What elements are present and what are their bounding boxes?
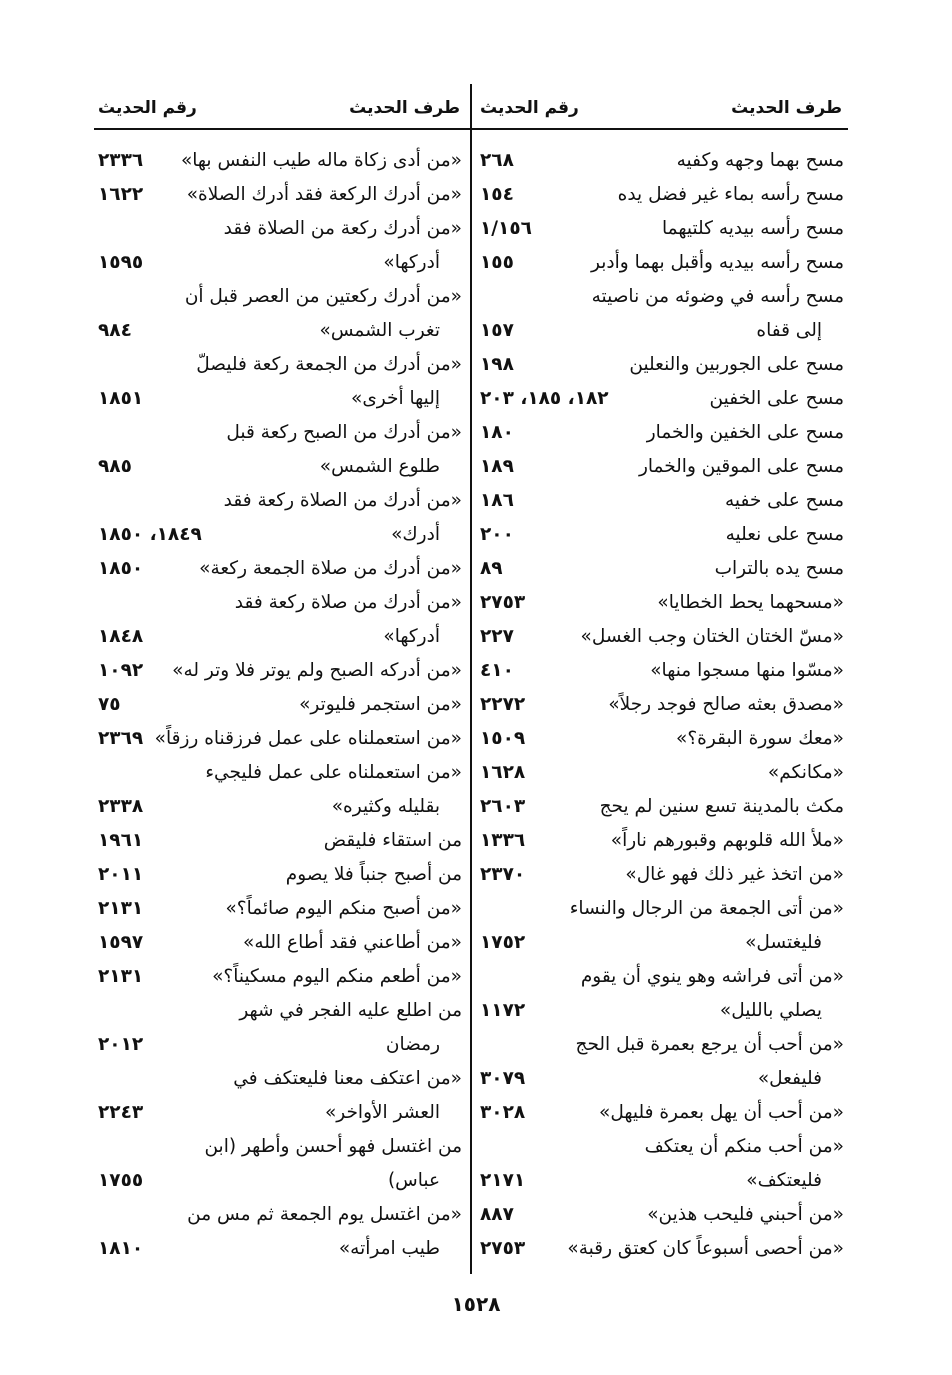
hadith-text: «من أدرك من صلاة الجمعة ركعة» bbox=[199, 558, 462, 579]
hadith-number: ٢٠١٢ bbox=[98, 1034, 144, 1055]
index-entry bbox=[94, 824, 466, 858]
index-entry bbox=[94, 892, 466, 926]
hadith-number: ١٨٤٩، ١٨٥٠ bbox=[98, 524, 202, 545]
hadith-text: «من اعتكف معنا فليعتكف في bbox=[233, 1068, 462, 1089]
hadith-number: ١٩٦١ bbox=[98, 830, 144, 851]
left-column-header bbox=[94, 92, 466, 126]
hadith-text: «من أتى الجمعة من الرجال والنساء bbox=[569, 898, 844, 919]
hadith-number: ١٦٢٨ bbox=[480, 762, 526, 783]
hadith-number: ١٥٩٥ bbox=[98, 252, 144, 273]
index-entry bbox=[94, 314, 466, 348]
hadith-text: «من أدرك من الصبح ركعة قبل bbox=[226, 422, 462, 443]
hadith-text: «من أدرك من الصلاة ركعة فقد bbox=[223, 490, 462, 511]
hadith-number: ٢٦٠٣ bbox=[480, 796, 526, 817]
index-entry bbox=[94, 1198, 466, 1232]
index-entry bbox=[94, 1062, 466, 1096]
hadith-text: «من أحب أن يرجع بعمرة قبل الحج bbox=[575, 1034, 844, 1055]
hadith-number: ٢٢٤٣ bbox=[98, 1102, 144, 1123]
hadith-text: «مسّ الختان الختان وجب الغسل» bbox=[580, 626, 844, 647]
hadith-number: ٤١٠ bbox=[480, 660, 514, 681]
hadith-number: ١٦٢٢ bbox=[98, 184, 144, 205]
hadith-text: «من أدرك من صلاة ركعة فقد bbox=[234, 592, 462, 613]
hadith-number: ١٥٥ bbox=[480, 252, 514, 273]
index-entry bbox=[476, 824, 848, 858]
index-entry bbox=[476, 858, 848, 892]
hadith-text: يصلي بالليل» bbox=[719, 1000, 822, 1021]
hadith-text: من اغتسل فهو أحسن وأطهر (ابن bbox=[204, 1136, 462, 1157]
hadith-number: ١٨١٠ bbox=[98, 1238, 144, 1259]
index-entry bbox=[476, 348, 848, 382]
hadith-text: فليفعل» bbox=[757, 1068, 822, 1089]
hadith-text: مسح بهما وجهه وكفيه bbox=[676, 150, 844, 171]
hadith-text: مسح على الخفين والخمار bbox=[646, 422, 844, 443]
index-entry bbox=[94, 280, 466, 314]
hadith-number: ٩٨٤ bbox=[98, 320, 132, 341]
hadith-text: «مسّوا منها مسجوا منها» bbox=[650, 660, 844, 681]
index-entry bbox=[476, 280, 848, 314]
hadith-text: أدركها» bbox=[383, 252, 440, 273]
hadith-text: رمضان bbox=[385, 1034, 440, 1055]
index-entry bbox=[94, 586, 466, 620]
index-entry bbox=[476, 892, 848, 926]
hadith-text: «من أحب منكم أن يعتكف bbox=[644, 1136, 844, 1157]
right-column-rows bbox=[476, 144, 848, 1266]
hadith-number: ١٨٦ bbox=[480, 490, 514, 511]
hadith-text: فليغتسل» bbox=[745, 932, 822, 953]
index-entry bbox=[476, 926, 848, 960]
index-entry bbox=[476, 416, 848, 450]
hadith-text: «من أدرك الركعة فقد أدرك الصلاة» bbox=[186, 184, 462, 205]
hadith-text: مسح على الموقين والخمار bbox=[638, 456, 844, 477]
index-entry bbox=[476, 1232, 848, 1266]
hadith-text: بقليله وكثيره» bbox=[331, 796, 440, 817]
hadith-number: ٣٠٧٩ bbox=[480, 1068, 526, 1089]
index-entry bbox=[476, 1028, 848, 1062]
hadith-text: من أصبح جنباً فلا يصوم bbox=[285, 864, 462, 885]
index-entry bbox=[476, 1164, 848, 1198]
left-column bbox=[94, 92, 466, 1259]
hadith-number: ٢٢٧ bbox=[480, 626, 514, 647]
hadith-text: من اطلع عليه الفجر في شهر bbox=[239, 1000, 462, 1021]
hadith-text: «مصدق بعثه صالح فوجد رجلاً» bbox=[608, 694, 844, 715]
index-entry bbox=[476, 960, 848, 994]
index-entry bbox=[94, 1096, 466, 1130]
hadith-text: طلوع الشمس» bbox=[319, 456, 440, 477]
page-number: ١٥٢٨ bbox=[451, 1292, 501, 1316]
hadith-number: ١٧٥٢ bbox=[480, 932, 526, 953]
hadith-number: ٨٩ bbox=[480, 558, 503, 579]
index-entry bbox=[94, 756, 466, 790]
index-entry bbox=[476, 1130, 848, 1164]
hadith-text: «مكانكم» bbox=[767, 762, 844, 783]
left-column-rows bbox=[94, 144, 466, 1266]
hadith-text: فليعتكف» bbox=[746, 1170, 822, 1191]
index-entry bbox=[476, 450, 848, 484]
index-entry bbox=[476, 620, 848, 654]
index-entry bbox=[476, 246, 848, 280]
index-entry bbox=[476, 314, 848, 348]
index-entry bbox=[94, 450, 466, 484]
index-entry bbox=[94, 1130, 466, 1164]
hadith-number: ٢٧٥٣ bbox=[480, 592, 526, 613]
hadith-text: مسح رأسه بماء غير فضل يده bbox=[617, 184, 844, 205]
hadith-number: ٨٨٧ bbox=[480, 1204, 514, 1225]
hadith-number: ١٥٠٩ bbox=[480, 728, 526, 749]
index-entry bbox=[94, 212, 466, 246]
hadith-text: مسح على الجوربين والنعلين bbox=[629, 354, 844, 375]
index-entry bbox=[476, 144, 848, 178]
hadith-text: «من أدرك ركعتين من العصر قبل أن bbox=[184, 286, 462, 307]
index-entry bbox=[94, 1164, 466, 1198]
index-entry bbox=[94, 246, 466, 280]
hadith-number: ٢٢٧٢ bbox=[480, 694, 526, 715]
hadith-text: مسح على نعليه bbox=[725, 524, 844, 545]
hadith-text: «من اتخذ غير ذلك فهو غال» bbox=[625, 864, 844, 885]
index-entry bbox=[476, 688, 848, 722]
hadith-text: «من استعملناه على عمل فليجيء bbox=[205, 762, 462, 783]
hadith-text: «من أتى فراشه وهو ينوي أن يقوم bbox=[580, 966, 844, 987]
header-hadith-text: طرف الحديث bbox=[349, 98, 460, 118]
hadith-number: ٩٨٥ bbox=[98, 456, 132, 477]
hadith-number: ٢١٣١ bbox=[98, 966, 144, 987]
index-entry bbox=[476, 1198, 848, 1232]
hadith-number: ٢٠١١ bbox=[98, 864, 144, 885]
hadith-text: مسح على الخفين bbox=[709, 388, 844, 409]
index-entry bbox=[94, 960, 466, 994]
hadith-text: «من أصبح منكم اليوم صائماً؟» bbox=[225, 898, 462, 919]
hadith-number: ٢١٧١ bbox=[480, 1170, 526, 1191]
right-column bbox=[476, 92, 848, 1259]
hadith-text: «من أطاعني فقد أطاع الله» bbox=[243, 932, 462, 953]
hadith-number: ٣٠٢٨ bbox=[480, 1102, 526, 1123]
hadith-text: «معك سورة البقرة؟» bbox=[676, 728, 844, 749]
index-entry bbox=[94, 1028, 466, 1062]
index-entry bbox=[94, 654, 466, 688]
hadith-number: ١٧٥٥ bbox=[98, 1170, 144, 1191]
hadith-text: «من أحبني فليحب هذين» bbox=[647, 1204, 844, 1225]
hadith-number: ٢٧٥٣ bbox=[480, 1238, 526, 1259]
index-entry bbox=[94, 1232, 466, 1266]
hadith-number: ١٥٤ bbox=[480, 184, 514, 205]
hadith-number: ١٨٠ bbox=[480, 422, 514, 443]
index-entry bbox=[94, 552, 466, 586]
index-entry bbox=[94, 348, 466, 382]
hadith-text: «من أحب أن يهل بعمرة فليهل» bbox=[599, 1102, 844, 1123]
column-divider bbox=[470, 84, 472, 1274]
index-entry bbox=[476, 552, 848, 586]
index-entry bbox=[94, 790, 466, 824]
hadith-text: «من أطعم منكم اليوم مسكيناً؟» bbox=[212, 966, 462, 987]
hadith-number: ٢٣٣٨ bbox=[98, 796, 144, 817]
index-entry bbox=[94, 416, 466, 450]
hadith-text: «من اغتسل يوم الجمعة ثم مس من bbox=[187, 1204, 462, 1225]
hadith-text: العشر الأواخر» bbox=[324, 1102, 440, 1123]
index-entry bbox=[94, 994, 466, 1028]
hadith-number: ١/١٥٦ bbox=[480, 218, 532, 239]
hadith-text: مكث بالمدينة تسع سنين لم يحج bbox=[599, 796, 844, 817]
index-entry bbox=[476, 382, 848, 416]
hadith-number: ٢٣٣٦ bbox=[98, 150, 144, 171]
index-entry bbox=[476, 756, 848, 790]
hadith-number: ١٠٩٢ bbox=[98, 660, 144, 681]
hadith-number: ٢٠٠ bbox=[480, 524, 514, 545]
hadith-number: ١٨٩ bbox=[480, 456, 514, 477]
header-hadith-number: رقم الحديث bbox=[98, 98, 197, 118]
hadith-number: ١٥٧ bbox=[480, 320, 514, 341]
hadith-number: ١٩٨ bbox=[480, 354, 514, 375]
hadith-text: «من أدركه الصبح ولم يوتر فلا وتر له» bbox=[172, 660, 462, 681]
hadith-number: ١٣٣٦ bbox=[480, 830, 526, 851]
hadith-text: مسح رأسه في وضوئه من ناصيته bbox=[591, 286, 844, 307]
index-entry bbox=[476, 1096, 848, 1130]
index-entry bbox=[94, 620, 466, 654]
hadith-text: «من استجمر فليوتر» bbox=[299, 694, 462, 715]
header-hadith-number: رقم الحديث bbox=[480, 98, 579, 118]
hadith-text: «ملأ الله قلوبهم وقبورهم ناراً» bbox=[610, 830, 844, 851]
index-entry bbox=[476, 994, 848, 1028]
hadith-text: عباس) bbox=[387, 1170, 440, 1191]
hadith-text: إلى قفاه bbox=[756, 320, 822, 341]
hadith-text: «من أدرك ركعة من الصلاة فقد bbox=[223, 218, 462, 239]
hadith-number: ٢٦٨ bbox=[480, 150, 514, 171]
index-entry bbox=[476, 1062, 848, 1096]
index-entry bbox=[476, 586, 848, 620]
index-entry bbox=[476, 178, 848, 212]
index-entry bbox=[94, 382, 466, 416]
hadith-text: من استقاء فليقض bbox=[323, 830, 462, 851]
index-entry bbox=[94, 144, 466, 178]
hadith-number: ١٥٩٧ bbox=[98, 932, 144, 953]
hadith-number: ١٨٥١ bbox=[98, 388, 144, 409]
hadith-number: ٧٥ bbox=[98, 694, 121, 715]
hadith-number: ٢٣٧٠ bbox=[480, 864, 526, 885]
hadith-number: ١٨٤٨ bbox=[98, 626, 144, 647]
index-entry bbox=[94, 484, 466, 518]
hadith-number: ١١٧٢ bbox=[480, 1000, 526, 1021]
hadith-text: «مسحهما يحط الخطايا» bbox=[657, 592, 844, 613]
index-entry bbox=[476, 484, 848, 518]
hadith-text: طيب امرأته» bbox=[338, 1238, 440, 1259]
hadith-number: ١٨٥٠ bbox=[98, 558, 144, 579]
hadith-text: إليها أخرى» bbox=[351, 388, 440, 409]
hadith-text: «من استعملناه على عمل فرزقناه رزقاً» bbox=[154, 728, 462, 749]
hadith-text: أدركها» bbox=[383, 626, 440, 647]
hadith-text: «من أحصى أسبوعاً كان كعتق رقبة» bbox=[567, 1238, 844, 1259]
index-entry bbox=[94, 688, 466, 722]
index-entry bbox=[476, 790, 848, 824]
index-entry bbox=[476, 654, 848, 688]
right-column-header bbox=[476, 92, 848, 126]
hadith-text: أدرك» bbox=[391, 524, 440, 545]
hadith-number: ٢٣٦٩ bbox=[98, 728, 144, 749]
hadith-text: مسح على خفيه bbox=[725, 490, 844, 511]
hadith-number: ٢١٣١ bbox=[98, 898, 144, 919]
hadith-text: «من أدرك من الجمعة ركعة فليصلّ bbox=[196, 354, 462, 375]
index-entry bbox=[94, 858, 466, 892]
index-entry bbox=[94, 926, 466, 960]
header-hadith-text: طرف الحديث bbox=[731, 98, 842, 118]
hadith-text: مسح رأسه بيديه وأقبل بهما وأدبر bbox=[591, 252, 844, 273]
hadith-text: مسح رأسه بيديه كلتيهما bbox=[662, 218, 844, 239]
index-entry bbox=[94, 722, 466, 756]
index-entry bbox=[94, 518, 466, 552]
hadith-number: ١٨٢، ١٨٥، ٢٠٣ bbox=[480, 388, 609, 409]
index-entry bbox=[476, 722, 848, 756]
index-entry bbox=[476, 212, 848, 246]
hadith-text: «من أدى زكاة ماله طيب النفس بها» bbox=[180, 150, 462, 171]
hadith-text: مسح يده بالتراب bbox=[714, 558, 844, 579]
index-entry bbox=[94, 178, 466, 212]
index-entry bbox=[476, 518, 848, 552]
hadith-text: تغرب الشمس» bbox=[319, 320, 440, 341]
